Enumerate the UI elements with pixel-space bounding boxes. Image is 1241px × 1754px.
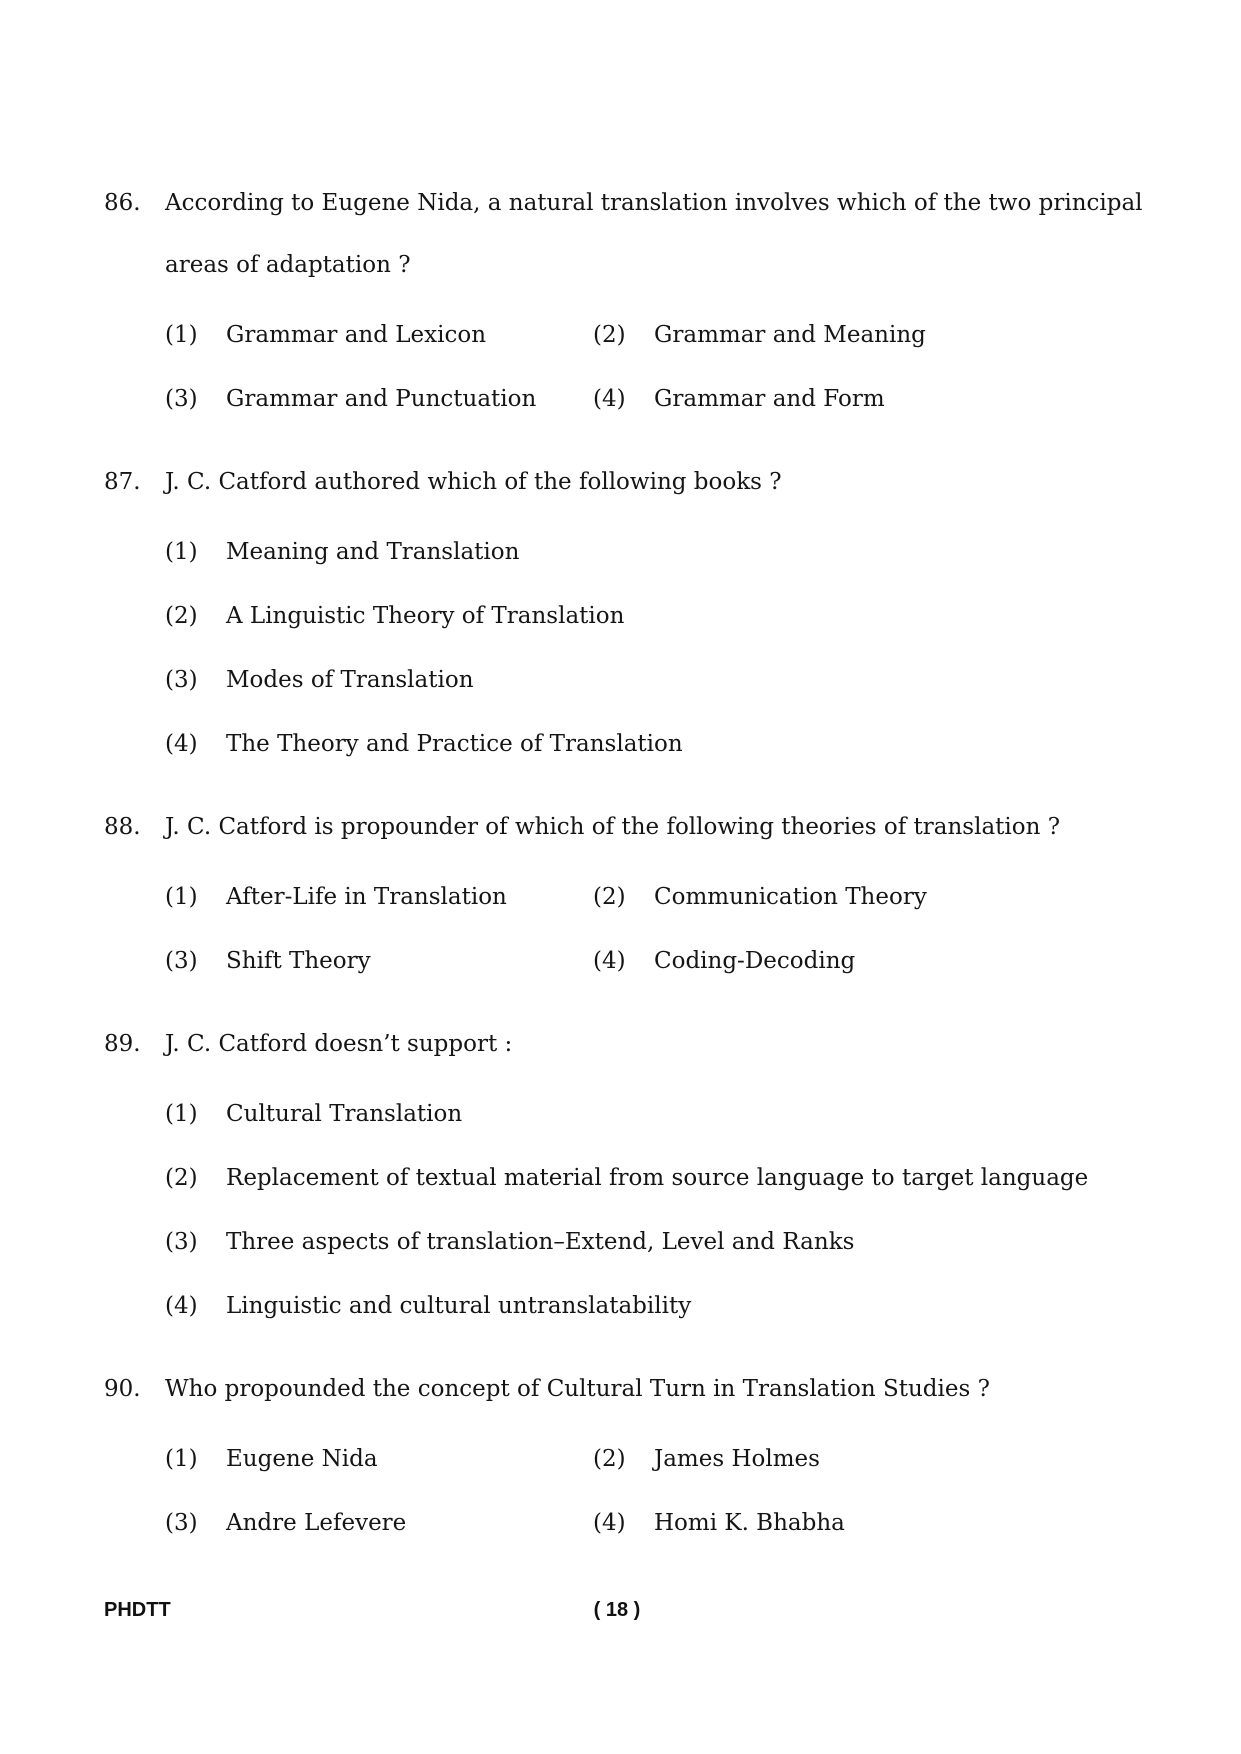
option-text: Grammar and Punctuation: [226, 386, 537, 412]
question-86: [104, 172, 1224, 431]
option-1: [165, 865, 593, 929]
question-line: J. C. Catford doesn’t support :: [165, 1031, 513, 1057]
question-number: 89.: [104, 1031, 141, 1057]
options: [165, 303, 1224, 431]
option-3: [165, 929, 593, 993]
paper-code: PHDTT: [104, 1599, 171, 1621]
question-number: 86.: [104, 190, 141, 216]
question-90: [104, 1358, 1224, 1555]
option-1: [165, 1082, 462, 1146]
option-3: [165, 367, 593, 431]
option-text: After-Life in Translation: [226, 884, 507, 910]
option-4: [593, 367, 885, 431]
question-text: [165, 451, 1224, 513]
question-text: [165, 172, 1224, 296]
option-number: (1): [165, 322, 198, 348]
option-text: Grammar and Meaning: [654, 322, 926, 348]
option-text: Cultural Translation: [226, 1101, 463, 1127]
option-row: [165, 712, 1224, 776]
option-number: (3): [165, 667, 198, 693]
option-text: Grammar and Form: [654, 386, 885, 412]
option-row: [165, 1082, 1224, 1146]
question-line: J. C. Catford is propounder of which of the following theories of translation ?: [165, 814, 1061, 840]
question-text: [165, 1358, 1224, 1420]
option-text: Meaning and Translation: [226, 539, 520, 565]
option-row: [165, 1274, 1224, 1338]
option-4: [593, 1491, 845, 1555]
page-number: ( 18 ): [593, 1599, 641, 1621]
option-2: [165, 1146, 1088, 1210]
option-number: (1): [165, 884, 198, 910]
option-number: (4): [165, 731, 198, 757]
option-3: [165, 648, 474, 712]
question-88: [104, 796, 1224, 993]
option-row: [165, 1491, 1224, 1555]
option-number: (2): [593, 322, 626, 348]
option-number: (4): [593, 948, 626, 974]
option-number: (3): [165, 1510, 198, 1536]
option-text: Eugene Nida: [226, 1446, 378, 1472]
option-1: [165, 1427, 593, 1491]
option-number: (1): [165, 1101, 198, 1127]
option-number: (3): [165, 386, 198, 412]
question-head: [104, 172, 1224, 296]
option-number: (4): [165, 1293, 198, 1319]
question-head: [104, 1013, 1224, 1075]
question-number: 90.: [104, 1376, 141, 1402]
options: [165, 520, 1224, 776]
option-4: [593, 929, 855, 993]
option-row: [165, 1210, 1224, 1274]
option-row: [165, 303, 1224, 367]
option-number: (3): [165, 1229, 198, 1255]
option-text: Coding-Decoding: [654, 948, 856, 974]
option-3: [165, 1210, 854, 1274]
question-text: [165, 796, 1224, 858]
option-number: (2): [165, 1165, 198, 1191]
option-row: [165, 520, 1224, 584]
options: [165, 1427, 1224, 1555]
options: [165, 1082, 1224, 1338]
option-number: (4): [593, 386, 626, 412]
question-head: [104, 1358, 1224, 1420]
option-row: [165, 367, 1224, 431]
option-row: [165, 865, 1224, 929]
option-text: Modes of Translation: [226, 667, 474, 693]
question-number: 87.: [104, 469, 141, 495]
question-line: J. C. Catford authored which of the following books ?: [165, 469, 782, 495]
option-2: [593, 303, 926, 367]
option-2: [165, 584, 624, 648]
option-row: [165, 929, 1224, 993]
option-4: [165, 712, 683, 776]
option-number: (2): [165, 603, 198, 629]
option-number: (3): [165, 948, 198, 974]
option-2: [593, 1427, 820, 1491]
question-number: 88.: [104, 814, 141, 840]
question-line: According to Eugene Nida, a natural translation involves which of the two principal: [165, 190, 1143, 216]
question-89: [104, 1013, 1224, 1338]
option-1: [165, 303, 593, 367]
option-number: (4): [593, 1510, 626, 1536]
option-number: (2): [593, 1446, 626, 1472]
option-3: [165, 1491, 593, 1555]
option-number: (1): [165, 539, 198, 565]
option-text: Andre Lefevere: [226, 1510, 407, 1536]
option-text: Replacement of textual material from source language to target language: [226, 1165, 1089, 1191]
option-row: [165, 584, 1224, 648]
option-text: A Linguistic Theory of Translation: [226, 603, 625, 629]
option-text: Three aspects of translation–Extend, Level and Ranks: [226, 1229, 855, 1255]
question-list: [104, 172, 1224, 1555]
question-87: [104, 451, 1224, 776]
option-text: James Holmes: [654, 1446, 820, 1472]
option-text: The Theory and Practice of Translation: [226, 731, 683, 757]
option-text: Communication Theory: [654, 884, 927, 910]
question-line: Who propounded the concept of Cultural Turn in Translation Studies ?: [165, 1376, 990, 1402]
option-number: (2): [593, 884, 626, 910]
option-row: [165, 648, 1224, 712]
option-row: [165, 1146, 1224, 1210]
option-text: Shift Theory: [226, 948, 371, 974]
question-head: [104, 451, 1224, 513]
option-row: [165, 1427, 1224, 1491]
option-number: (1): [165, 1446, 198, 1472]
question-text: [165, 1013, 1224, 1075]
option-text: Homi K. Bhabha: [654, 1510, 845, 1536]
options: [165, 865, 1224, 993]
option-2: [593, 865, 927, 929]
question-line: areas of adaptation ?: [165, 252, 411, 278]
option-1: [165, 520, 519, 584]
question-head: [104, 796, 1224, 858]
option-text: Linguistic and cultural untranslatability: [226, 1293, 692, 1319]
option-4: [165, 1274, 691, 1338]
option-text: Grammar and Lexicon: [226, 322, 487, 348]
